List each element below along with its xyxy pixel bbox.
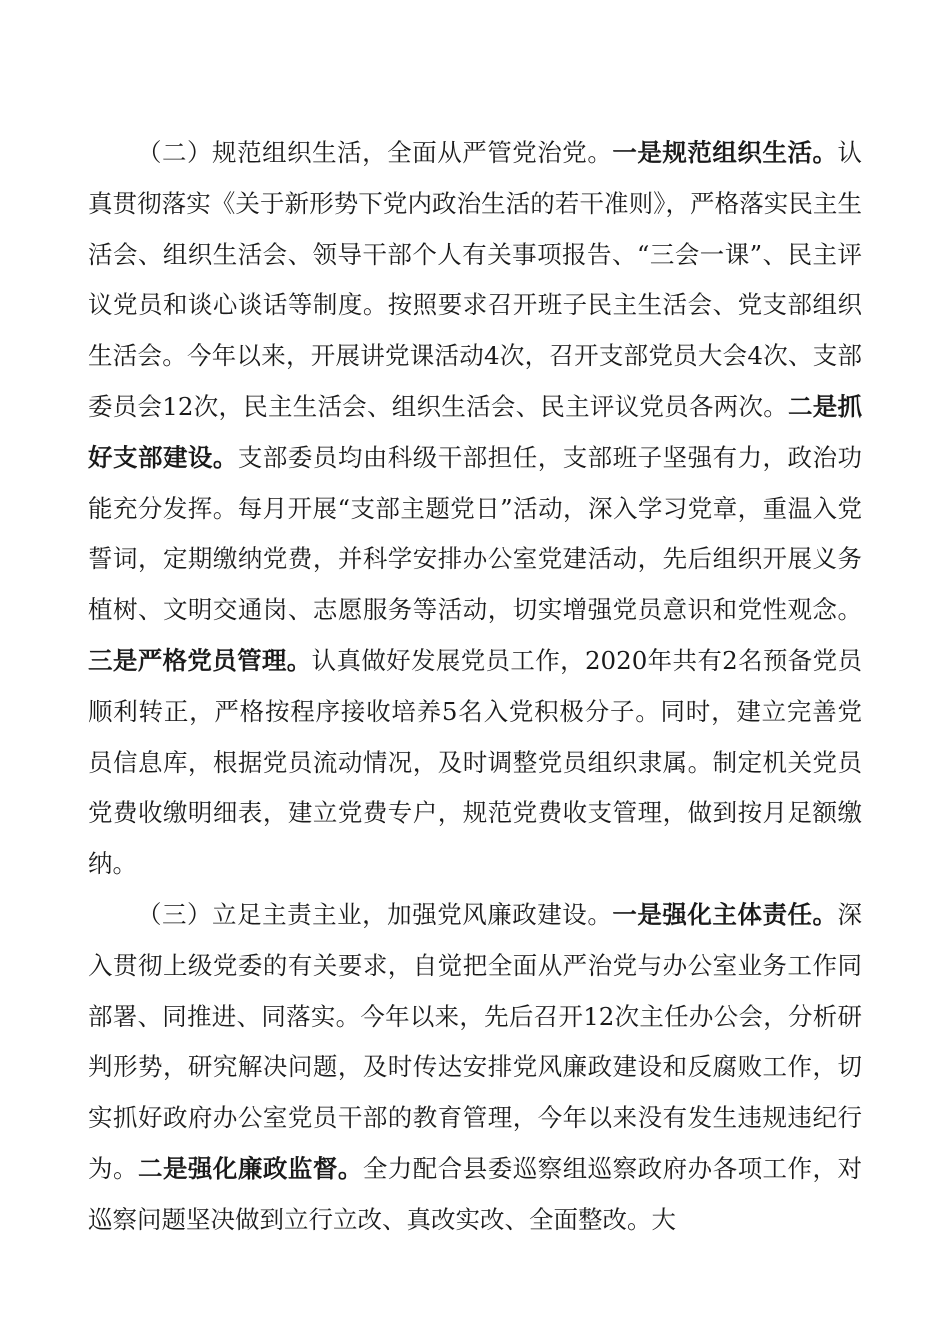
document-page <box>88 128 862 1246</box>
point-one-title: 一是规范组织生活。 <box>612 138 838 167</box>
supervision-title: 二是强化廉政监督。 <box>137 1153 363 1183</box>
paragraph-section-two <box>88 128 862 890</box>
supervision-body: 全力配合县委巡察组巡察政府办各项工作，对巡察问题坚决做到立行立改、真改实改、全面整改。大 <box>88 1153 863 1234</box>
responsibility-body: 深入贯彻上级党委的有关要求，自觉把全面从严治党与办公室业务工作同部署、同推进、同落实。今年以来，先后召开12次主任办公会，分析研判形势，研究解决问题，及时传达安排党风廉政建设和反腐败工作，切实抓好政府办公室党员干部的教育管理，今年以来没有发生违规违纪行为。 <box>88 899 863 1183</box>
point-one-body: 认真贯彻落实《关于新形势下党内政治生活的若干准则》，严格落实民主生活会、组织生活会、领导干部个人有关事项报告、“三会一课”、民主评议党员和谈心谈话等制度。按照要求召开班子民主生活会、党支部组织生活会。今年以来，开展讲党课活动4次，召开支部党员大会4次、支部委员会12次，民主生活会、组织生活会、民主评议党员各两次。 <box>88 138 863 421</box>
point-three-title: 三是严格党员管理。 <box>88 645 312 675</box>
responsibility-title: 一是强化主体责任。 <box>612 899 838 929</box>
point-two-body: 支部委员均由科级干部担任，支部班子坚强有力，政治功能充分发挥。每月开展“支部主题党日”活动，深入学习党章，重温入党誓词，定期缴纳党费，并科学安排办公室党建活动，先后组织开展义务植树、文明交通岗、志愿服务等活动，切实增强党员意识和党性观念。 <box>88 442 863 625</box>
section-three-heading: （三）立足主责主业，加强党风廉政建设。 <box>137 899 613 929</box>
point-three-body: 认真做好发展党员工作，2020年共有2名预备党员顺利转正，严格按程序接收培养5名入党积极分子。同时，建立完善党员信息库，根据党员流动情况，及时调整党员组织隶属。制定机关党员党费收缴明细表，建立党费专户，规范党费收支管理，做到按月足额缴纳。 <box>88 645 863 879</box>
point-two-title: 二是抓好支部建设。 <box>88 391 862 472</box>
paragraph-section-three <box>88 890 862 1246</box>
section-two-heading: （二）规范组织生活，全面从严管党治党。 <box>137 138 613 167</box>
